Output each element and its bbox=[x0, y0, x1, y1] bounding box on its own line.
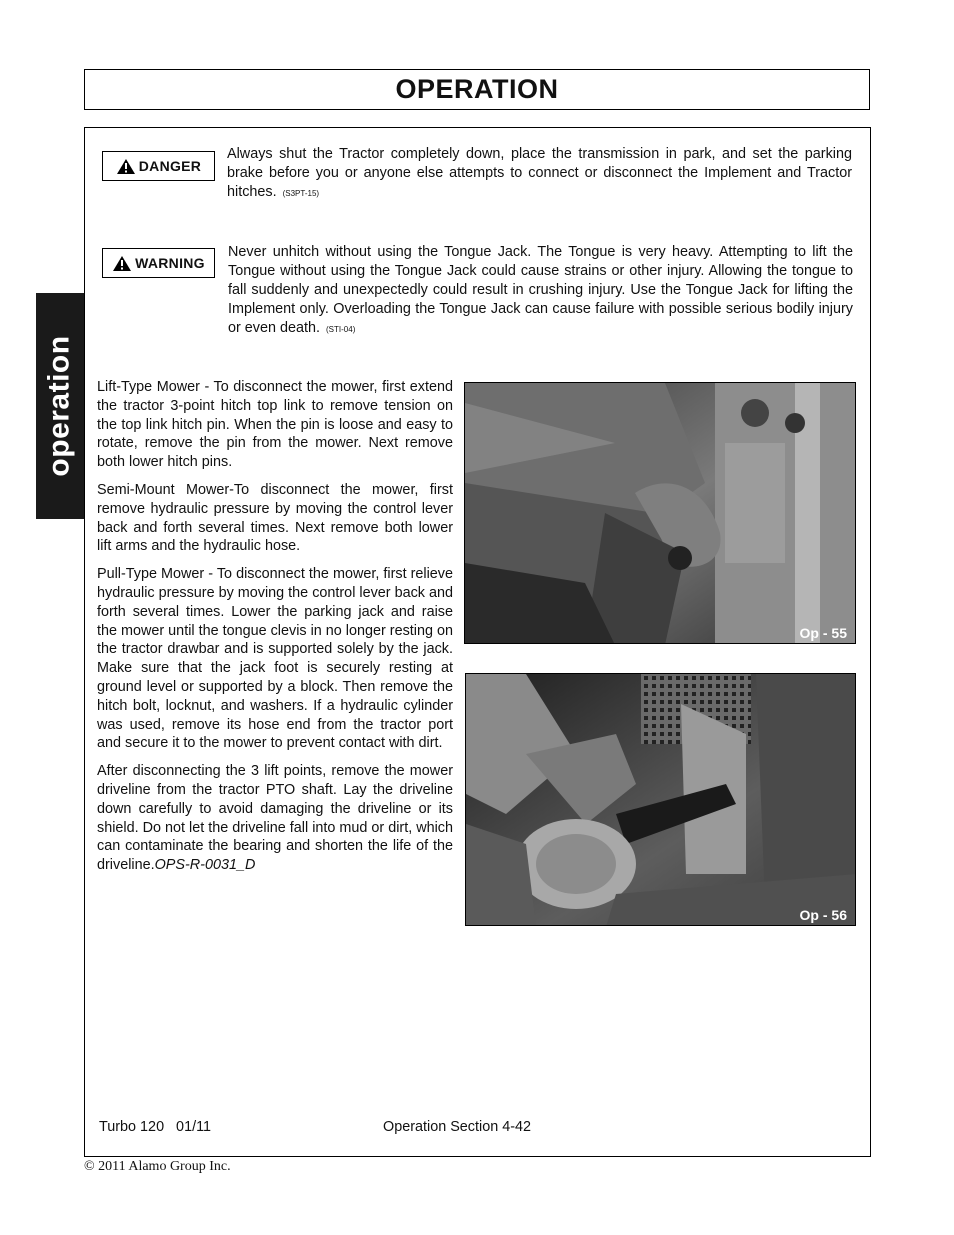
paragraph-driveline: After disconnecting the 3 lift points, remove the mower driveline from the tractor PTO shaft. Lay the driveline down carefully to avoid damaging the driveline or its shield. Do not let the driveline fall into mud or dirt, which can contaminate the bearing and shorten the life of the driveline.OPS-R-0031_D bbox=[97, 763, 453, 874]
instructions-column bbox=[97, 378, 453, 884]
page-title: OPERATION bbox=[395, 74, 559, 104]
section-side-tab bbox=[36, 293, 84, 519]
warning-badge bbox=[102, 248, 215, 278]
danger-badge bbox=[102, 151, 215, 181]
warning-triangle-icon bbox=[116, 158, 136, 175]
footer-model-date: Turbo 120 01/11 bbox=[99, 1119, 212, 1135]
page-header bbox=[84, 69, 870, 110]
copyright: © 2011 Alamo Group Inc. bbox=[84, 1159, 231, 1174]
photo-op-55 bbox=[464, 382, 856, 644]
side-tab-label: operation bbox=[43, 335, 77, 477]
danger-code: (S3PT-15) bbox=[282, 189, 320, 198]
paragraph-lift-type: Lift-Type Mower - To disconnect the mower, first extend the tractor 3-point hitch top link to remove tension on the top link hitch pin. When the pin is loose and easy to rotate, remove the pin from the mower. Next remove both lower hitch pins. bbox=[97, 379, 453, 471]
footer-section: Operation Section 4-42 bbox=[383, 1119, 531, 1135]
danger-text: Always shut the Tractor completely down, place the transmission in park, and set the parking brake before you or anyone else attempts to connect or disconnect the Implement and Tractor hitches. (S3PT-15) bbox=[227, 146, 852, 200]
warning-badge-label: WARNING bbox=[135, 255, 205, 271]
driveline-photo-image bbox=[466, 674, 856, 926]
paragraph-pull-type: Pull-Type Mower - To disconnect the mower, first relieve hydraulic pressure by moving the control lever back and forth several times. Lower the parking jack and raise the mower until the tongue clevis in no longer resting on the tractor drawbar and is supported solely by the jack. Make sure that the jack foot is securely resting at ground level or supported by a block. Then remove the hitch bolt, locknut, and washers. If a hydraulic cylinder was used, remove its hose end from the tractor port and secure it to the mower to prevent contact with dirt. bbox=[97, 566, 453, 752]
danger-badge-label: DANGER bbox=[138, 158, 202, 174]
hitch-photo-image bbox=[465, 383, 856, 644]
warning-text: Never unhitch without using the Tongue Jack. The Tongue is very heavy. Attempting to lift the Tongue without using the Tongue Jack could cause strains or other injury. Allowing the tongue to fall suddenly and unexpectedly could result in crushing injury. Use the Tongue Jack for lifting the Implement only. Overloading the Tongue Jack can cause failure with possible serious bodily injury or even death. (STI-04) bbox=[228, 244, 853, 336]
photo-op-56 bbox=[465, 673, 856, 926]
photo-label-op-56: Op - 56 bbox=[799, 907, 847, 923]
warning-code: (STI-04) bbox=[326, 325, 356, 334]
paragraph-ref: OPS-R-0031_D bbox=[154, 857, 256, 874]
warning-triangle-icon bbox=[112, 255, 132, 272]
paragraph-semi-mount: Semi-Mount Mower-To disconnect the mower, first remove hydraulic pressure by moving the control lever back and forth several times. Next remove both lower lift arms and the hydraulic hose. bbox=[97, 481, 453, 555]
photo-label-op-55: Op - 55 bbox=[799, 625, 847, 641]
